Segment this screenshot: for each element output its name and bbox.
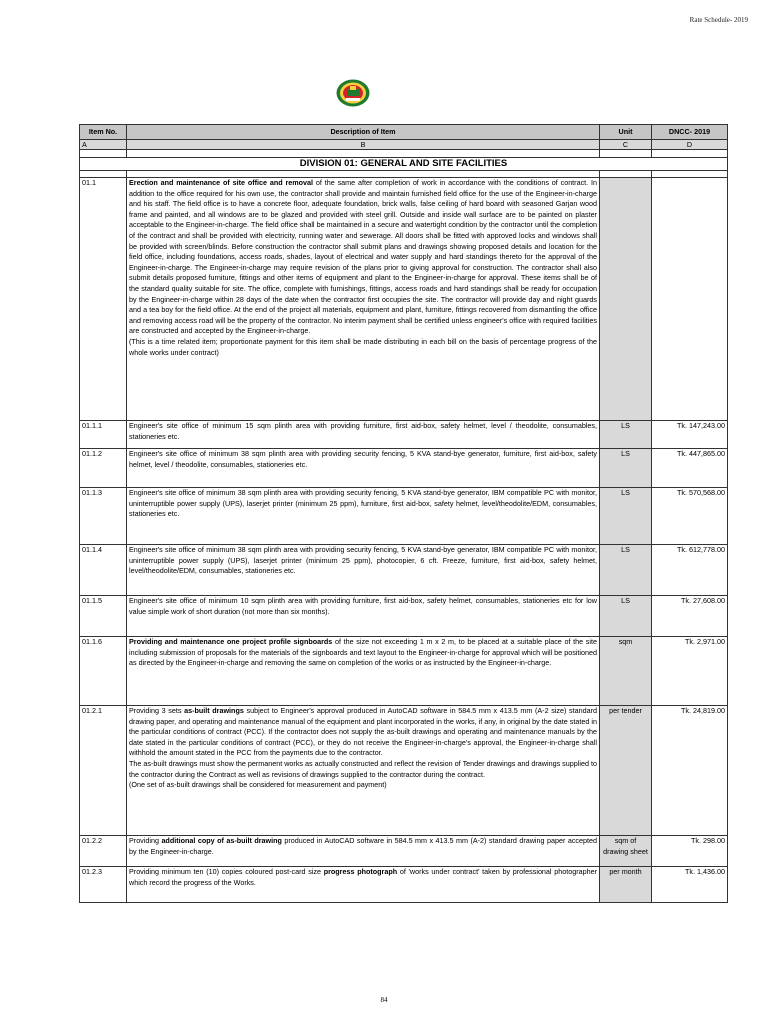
table-row (80, 706, 728, 836)
description-text: of the same after completion of work in accordance with the conditions of contract. In addition to the office required for his own use, the contractor shall provide and maintain furnished field office for the use of the Engineer-in-charge and his staff. The field office is to have a concrete floor, adequate foundation, brick walls, false ceiling of hard board with seasoned Garjan wood frame and painted, and all windows are to be glazed and provided with steel grill. Outside and inside wall surface are to be painted on plaster acceptable to the Engineer-in-charge. The field office shall be maintained in a secure and watertight condition by the contractor until the completion of the contract and shall be provided with electricity, running water and sewerage. All doors shall be fitted with approved locks and windows shall be provided with screen/blinds. Before construction the contractor shall submit plans and drawings showing proposed details and location for the field office, including foundations, access roads, shades, layout of electrical and water supply and hard standings thereto for the approval of the Engineer-in-charge. The Engineer-in-charge may require revision of the plans prior to giving approval for construction. The contractor shall also submit details proposed furniture, fittings and other items of equipment and plant to the Engineer-in-charge for approval. These items shall be of the standard quality suitable for site. The office, complete with furnishings, fittings, access roads and hard standings shall be ready for occupation by the Engineer-in-charge within 28 days of the date when the contractor first occupies the site. The contractor will provide day and night guards and a tea boy for the field office. At the end of the project all materials, equipment and plant, furniture, fittings recovered from dismantling the office and removing access road will be the property of the contractor. No interim payment shall be certified unless engineer's office with required facilities are constructed and accepted by the Engineer-in-charge. (129, 178, 597, 336)
item-rate: Tk. 298.00 (652, 836, 728, 867)
description-text: Engineer's site office of minimum 10 sqm plinth area with providing furniture, first aid-box, safety helmet, consumables, stationeries etc for low value simple work of short duration (not more than six months). (129, 596, 597, 616)
letter-a: A (80, 140, 127, 150)
description-bold-text: Erection and maintenance of site office and removal (129, 178, 314, 187)
description-bold-text: Providing and maintenance one project profile signboards (129, 637, 333, 646)
item-rate (652, 178, 728, 421)
item-unit: LS (600, 488, 652, 545)
description-text: subject to Engineer's approval produced in AutoCAD software in 584.5 mm x 413.5 mm (A-2 size) standard drawing paper, and operating and maintenance manual of the equipment and plant incorporated in the works, if any, in original by the date stated in the particular conditions of contract (PCC). If the contractor does not supply the as-built drawings and operating and maintenance manuals by the date stated in the particular conditions of contract (PCC), or they do not receive the Engineer-in-charge's approval, the Engineer-in-charge shall withhold the amount stated in the PCC from the payments due to the contractor. (129, 706, 597, 758)
item-description (127, 421, 600, 449)
document-header: Rate Schedule- 2019 (689, 16, 748, 24)
header-description: Description of Item (127, 125, 600, 140)
rate-schedule-table (79, 124, 728, 903)
description-text: of 'works under contract' taken by professional photographer which record the progress of the Works. (129, 867, 598, 887)
header-item-no: Item No. (80, 125, 127, 140)
description-bold-text: as-built drawings (184, 706, 244, 715)
item-description (127, 596, 600, 637)
table-row (80, 867, 728, 903)
item-unit (600, 178, 652, 421)
table-row (80, 488, 728, 545)
description-lead-text: Providing (129, 836, 162, 845)
header-rate: DNCC- 2019 (652, 125, 728, 140)
column-letter-row (80, 140, 728, 150)
table-row (80, 637, 728, 706)
item-unit: LS (600, 449, 652, 488)
table-row (80, 449, 728, 488)
item-unit: per tender (600, 706, 652, 836)
item-description (127, 706, 600, 836)
item-number: 01.1.4 (80, 545, 127, 596)
item-rate: Tk. 147,243.00 (652, 421, 728, 449)
item-number: 01.1 (80, 178, 127, 421)
item-unit: per month (600, 867, 652, 903)
item-description (127, 449, 600, 488)
table-row (80, 178, 728, 421)
description-note: (One set of as-built drawings shall be considered for measurement and payment) (129, 780, 387, 790)
item-unit: LS (600, 545, 652, 596)
letter-c: C (600, 140, 652, 150)
division-title: DIVISION 01: GENERAL AND SITE FACILITIES (80, 158, 728, 171)
item-number: 01.1.1 (80, 421, 127, 449)
description-text: Engineer's site office of minimum 38 sqm plinth area with providing security fencing, 5 KVA stand-bye generator, IBM compatible PC with monitor, uninterruptible power supply (UPS), laserjet printer (minimum 25 ppm), photocopier, 6 cft. Freeze, furniture, first aid-box, safety helmet, level/theodolite/EDM, consumables, stationeries etc. (129, 545, 597, 576)
description-text: Engineer's site office of minimum 38 sqm plinth area with providing security fencing, 5 KVA stand-bye generator, IBM compatible PC with monitor, uninterruptible power supply (UPS), laserjet printer (minimum 25 ppm), furniture, first aid-box, safety helmet, level/theodolite/EDM, consumables, stationeries etc. (129, 488, 597, 519)
item-rate: Tk. 2,971.00 (652, 637, 728, 706)
item-unit: sqm of drawing sheet (600, 836, 652, 867)
description-bold-text: progress photograph (323, 867, 398, 876)
description-text: Engineer's site office of minimum 38 sqm plinth area with providing security fencing, 5 KVA stand-bye generator, furniture, first aid-box, safety helmet, level / theodolite, consumables, stationeries etc. (129, 449, 597, 469)
description-text: produced in AutoCAD software in 584.5 mm x 413.5 mm (A-2) standard drawing paper accepted by the Engineer-in-charge. (129, 836, 597, 856)
item-rate: Tk. 27,608.00 (652, 596, 728, 637)
dncc-logo-icon (336, 79, 370, 107)
item-rate: Tk. 24,819.00 (652, 706, 728, 836)
description-text: of the size not exceeding 1 m x 2 m, to be placed at a suitable place of the site including submission of proposals for the materials of the signboards and text layout to the Engineer-in-charge for approval which will be positioned as directed by the Engineer-in-charge and removing the same on completion of the works or as instructed by the Engineer-in-charge. (129, 637, 597, 668)
item-number: 01.2.3 (80, 867, 127, 903)
item-number: 01.1.5 (80, 596, 127, 637)
letter-b: B (127, 140, 600, 150)
item-rate: Tk. 612,778.00 (652, 545, 728, 596)
spacer-row (80, 150, 728, 158)
item-rate: Tk. 570,568.00 (652, 488, 728, 545)
item-number: 01.1.2 (80, 449, 127, 488)
item-description (127, 545, 600, 596)
item-unit: LS (600, 596, 652, 637)
table-row (80, 836, 728, 867)
letter-d: D (652, 140, 728, 150)
item-unit: LS (600, 421, 652, 449)
table-header-row (80, 125, 728, 140)
item-number: 01.2.1 (80, 706, 127, 836)
description-note: (This is a time related item; proportionate payment for this item shall be made distributing in each bill on the basis of percentage progress of the whole works under contract) (129, 336, 597, 357)
item-description (127, 488, 600, 545)
item-number: 01.2.2 (80, 836, 127, 867)
description-lead-text: Providing minimum ten (10) copies coloured post-card size (129, 867, 324, 876)
item-number: 01.1.3 (80, 488, 127, 545)
description-lead-text: Providing 3 sets (129, 706, 185, 715)
item-description (127, 867, 600, 903)
item-number: 01.1.6 (80, 637, 127, 706)
division-row (80, 158, 728, 171)
item-description (127, 178, 600, 421)
table-row (80, 545, 728, 596)
item-description (127, 836, 600, 867)
item-rate: Tk. 1,436.00 (652, 867, 728, 903)
blank-row (80, 171, 728, 178)
description-text: Engineer's site office of minimum 15 sqm plinth area with providing furniture, first aid-box, safety helmet, level / theodolite, consumables, stationeries etc. (129, 421, 597, 441)
item-unit: sqm (600, 637, 652, 706)
header-unit: Unit (600, 125, 652, 140)
item-description (127, 637, 600, 706)
table-row (80, 596, 728, 637)
description-bold-text: additional copy of as-built drawing (161, 836, 282, 845)
page-number: 84 (380, 996, 388, 1004)
table-row (80, 421, 728, 449)
item-rate: Tk. 447,865.00 (652, 449, 728, 488)
description-note: The as-built drawings must show the permanent works as actually constructed and reflect the revision of Tender drawings and drawings supplied to the contractor during the Contract as well as revisions of drawings supplied to the contractor during the contract. (129, 758, 597, 779)
